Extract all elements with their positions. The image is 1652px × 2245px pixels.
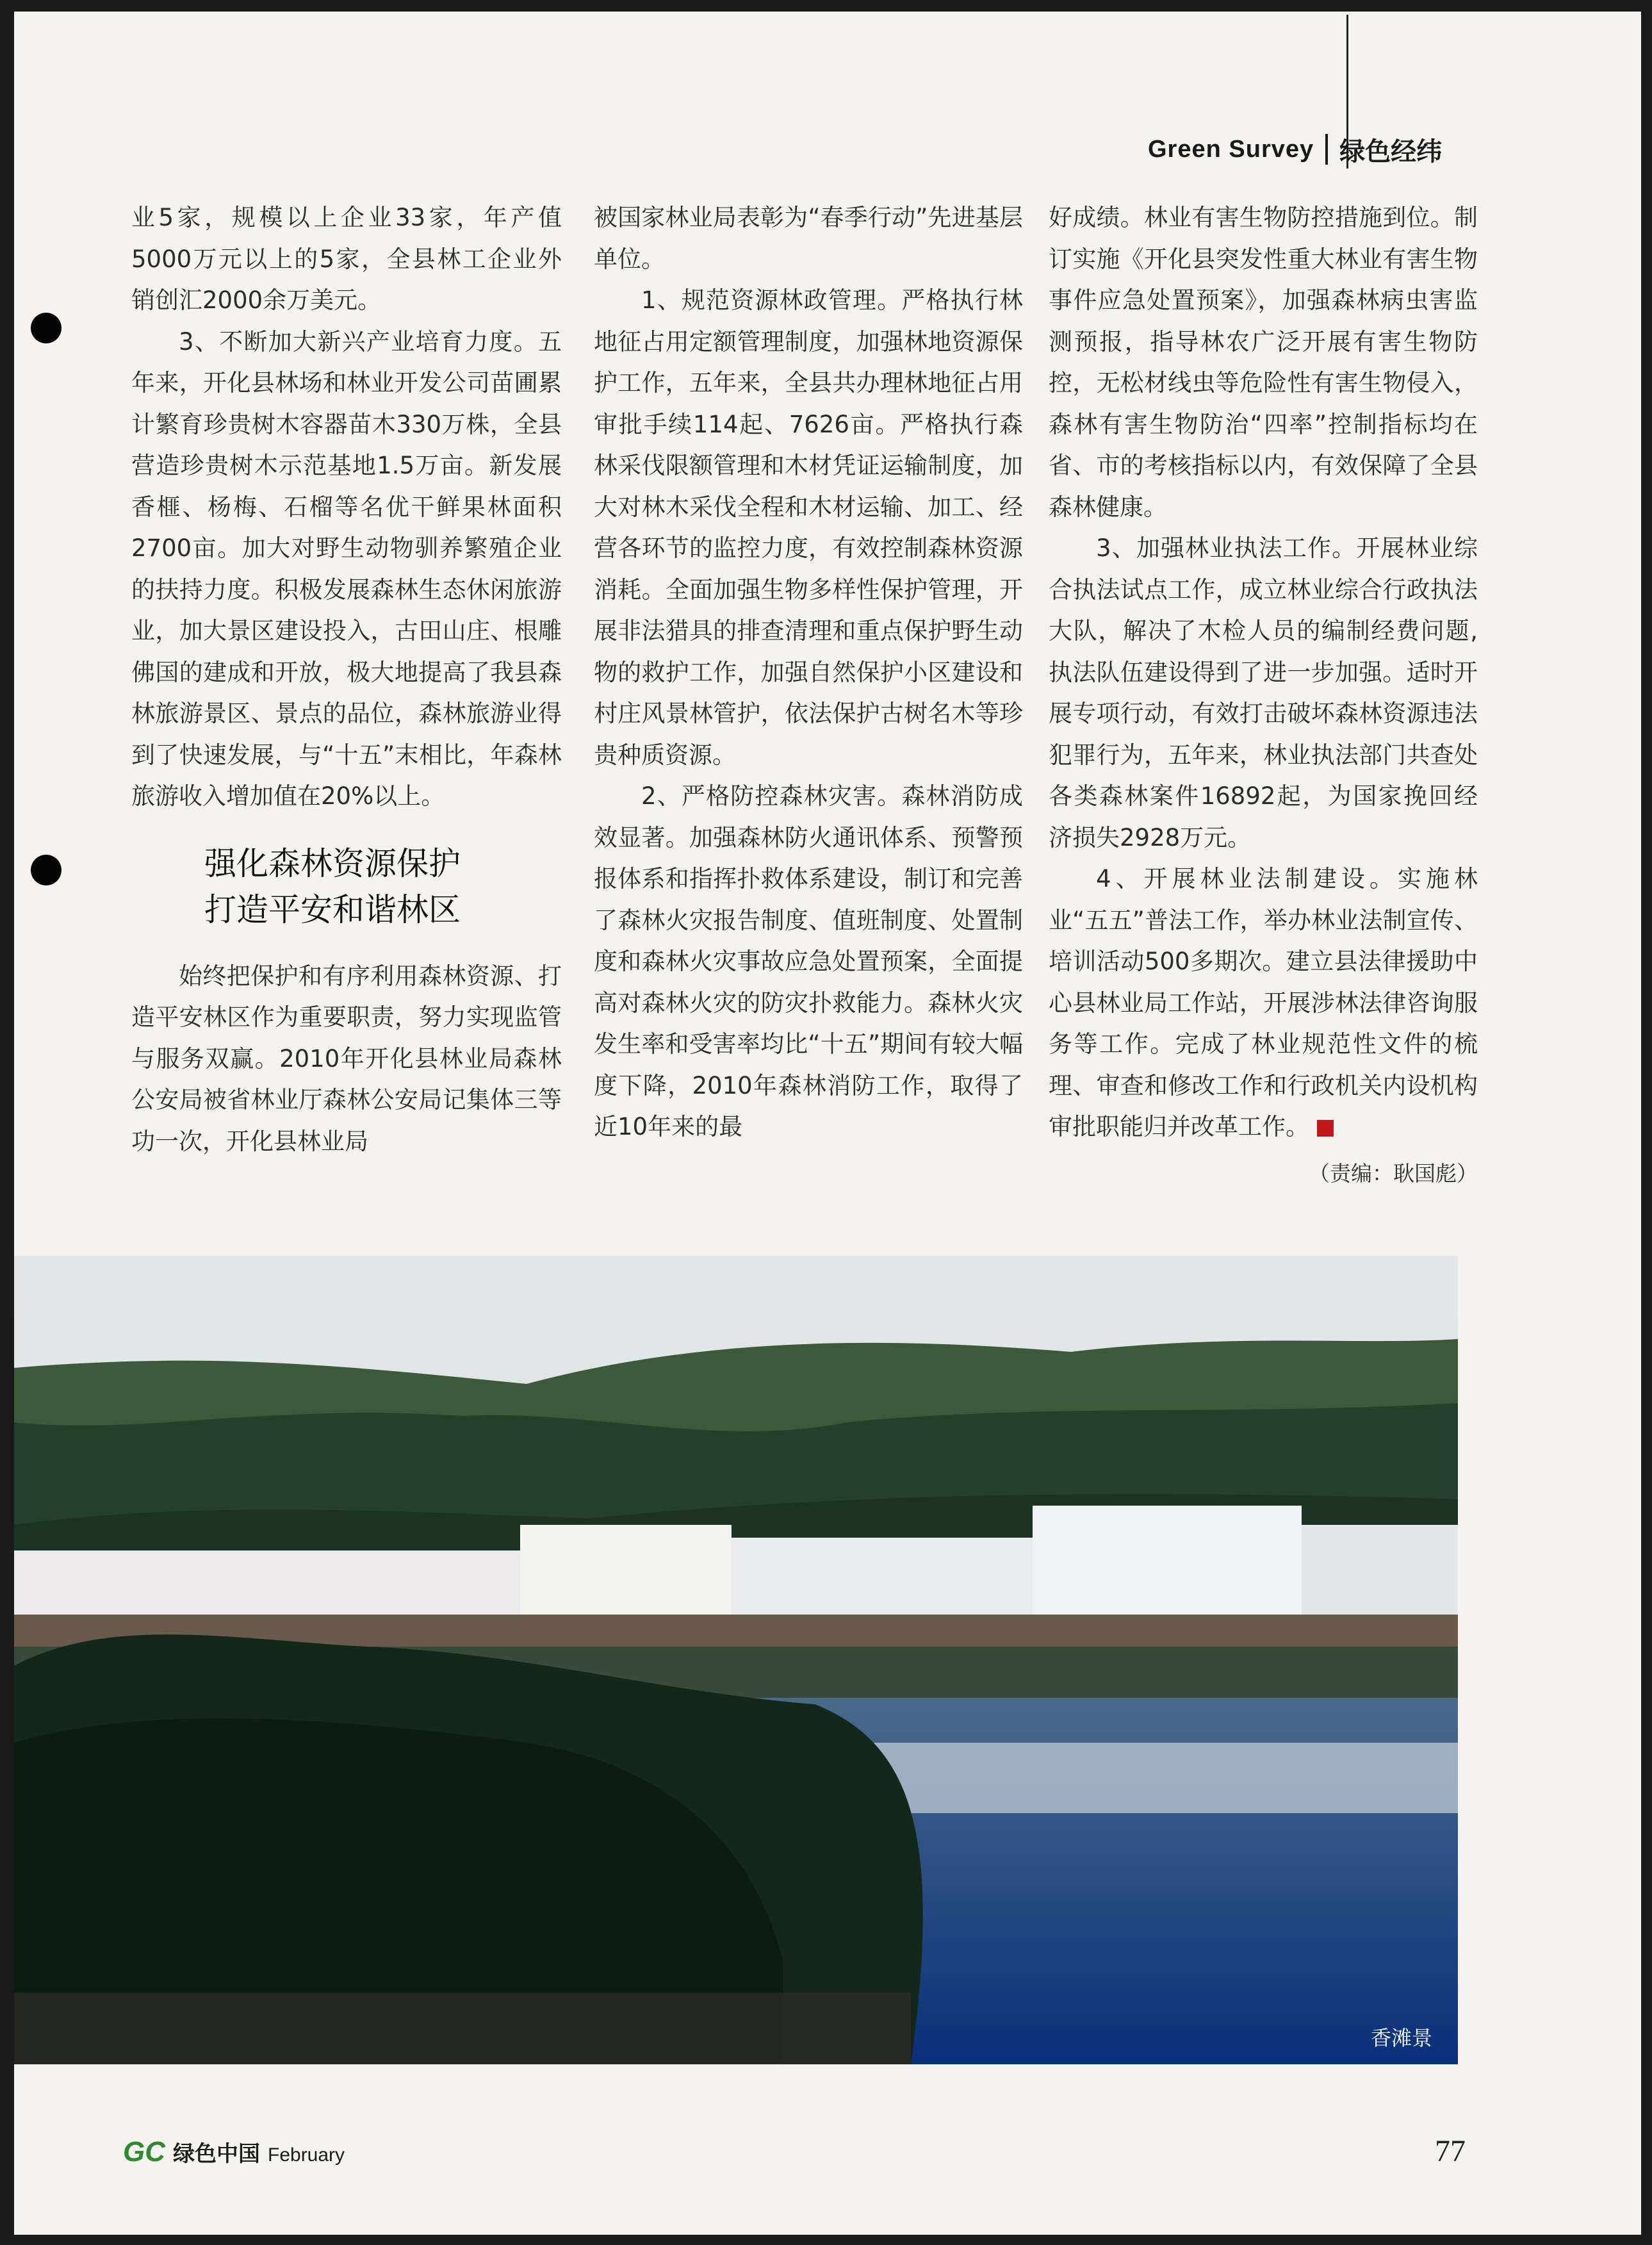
binder-hole	[31, 855, 61, 885]
text-column-1	[131, 197, 562, 1162]
magazine-name: 绿色中国	[173, 2142, 260, 2166]
paragraph: 3、不断加大新兴产业培育力度。五年来，开化县林场和林业开发公司苗圃累计繁育珍贵树木容器苗木330万株，全县营造珍贵树木示范基地1.5万亩。新发展香榧、杨梅、石榴等名优干鲜果林面积2700亩。加大对野生动物驯养繁殖企业的扶持力度。积极发展森林生态休闲旅游业，加大景区建设投入，古田山庄、根雕佛国的建成和开放，极大地提高了我县森林旅游景区、景点的品位，森林旅游业得到了快速发展，与“十五”末相比，年森林旅游收入增加值在20%以上。	[131, 327, 562, 810]
text-column-3	[1049, 197, 1478, 1194]
section-header	[1148, 124, 1442, 175]
photo-illustration	[14, 1256, 1458, 2064]
paragraph: 业5家，规模以上企业33家，年产值5000万元以上的5家，全县林工企业外销创汇2000余万美元。	[131, 204, 562, 314]
page-number: 77	[1435, 2134, 1466, 2168]
photo-caption: 香滩景	[1370, 2026, 1432, 2050]
paragraph: 2、严格防控森林灾害。森林消防成效显著。加强森林防火通讯体系、预警预报体系和指挥扑救体系建设，制订和完善了森林火灾报告制度、值班制度、处置制度和森林火灾事故应急处置预案，全面提高对森林火灾的防灾扑救能力。森林火灾发生率和受害率均比“十五”期间有较大幅度下降，2010年森林消防工作，取得了近10年来的最	[594, 782, 1023, 1140]
end-of-article-mark	[1317, 1120, 1334, 1137]
header-separator	[1325, 134, 1328, 165]
footer-masthead	[123, 2136, 345, 2168]
editor-credit: （责编：耿国彪）	[1309, 1160, 1478, 1186]
paragraph: 被国家林业局表彰为“春季行动”先进基层单位。	[594, 204, 1023, 273]
heading-line-1: 强化森林资源保护	[204, 844, 461, 882]
town-river-photo	[14, 1256, 1458, 2064]
paragraph-text: 4、开展林业法制建设。实施林业“五五”普法工作，举办林业法制宣传、培训活动500多期次。建立县法律援助中心县林业局工作站，开展涉林法律咨询服务等工作。完成了林业规范性文件的梳理、审查和修改工作和行政机关内设机构审批职能归并改革工作。	[1049, 865, 1478, 1140]
text-column-2	[594, 197, 1023, 1148]
magazine-logo: GC	[123, 2136, 165, 2167]
magazine-page	[14, 12, 1641, 2235]
issue-month: February	[268, 2144, 345, 2166]
binder-hole	[31, 313, 61, 343]
section-title-chinese: 绿色经纬	[1339, 136, 1443, 167]
section-heading	[131, 841, 562, 933]
paragraph: 始终把保护和有序利用森林资源、打造平安林区作为重要职责，努力实现监管与服务双赢。2010年开化县林业局森林公安局被省林业厅森林公安局记集体三等功一次，开化县林业局	[131, 962, 562, 1155]
paragraph	[1049, 859, 1478, 1148]
paragraph: 好成绩。林业有害生物防控措施到位。制订实施《开化县突发性重大林业有害生物事件应急处置预案》，加强森林病虫害监测预报，指导林农广泛开展有害生物防控，无松材线虫等危险性有害生物侵入，森林有害生物防治“四率”控制指标均在省、市的考核指标以内，有效保障了全县森林健康。	[1049, 204, 1478, 521]
heading-line-2: 打造平安和谐林区	[204, 891, 461, 928]
section-title-english: Green Survey	[1148, 135, 1314, 163]
paragraph: 1、规范资源林政管理。严格执行林地征占用定额管理制度，加强林地资源保护工作，五年来，全县共办理林地征占用审批手续114起、7626亩。严格执行森林采伐限额管理和木材凭证运输制度，加大对林木采伐全程和木材运输、加工、经营各环节的监控力度，有效控制森林资源消耗。全面加强生物多样性保护管理，开展非法猎具的排查清理和重点保护野生动物的救护工作，加强自然保护小区建设和村庄风景林管护，依法保护古树名木等珍贵种质资源。	[594, 286, 1023, 769]
paragraph: 3、加强林业执法工作。开展林业综合执法试点工作，成立林业综合行政执法大队，解决了木检人员的编制经费问题,执法队伍建设得到了进一步加强。适时开展专项行动，有效打击破坏森林资源违法犯罪行为，五年来，林业执法部门共查处各类森林案件16892起，为国家挽回经济损失2928万元。	[1049, 534, 1478, 851]
